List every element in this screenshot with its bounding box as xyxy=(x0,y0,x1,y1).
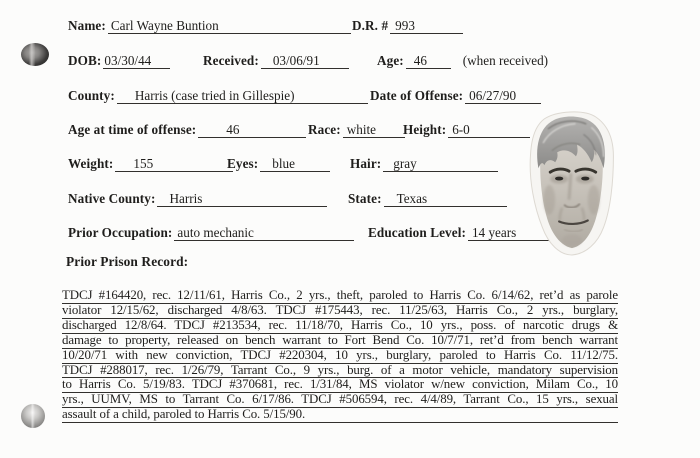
prior-occupation-value: auto mechanic xyxy=(174,224,354,241)
age-at-offense-value: 46 xyxy=(198,121,306,138)
prior-occupation-label: Prior Occupation: xyxy=(68,225,173,240)
dob-value: 03/30/44 xyxy=(103,52,170,69)
received-value: 03/06/91 xyxy=(261,52,349,69)
eyes-value: blue xyxy=(260,155,330,172)
prior-prison-record-heading: Prior Prison Record: xyxy=(66,254,189,269)
age-at-offense-label: Age at time of offense: xyxy=(68,122,197,137)
prior-prison-record-paragraph xyxy=(62,289,618,423)
race-value: white xyxy=(343,121,405,138)
hair-value: gray xyxy=(383,155,498,172)
county-label: County: xyxy=(68,88,115,103)
race-label: Race: xyxy=(308,122,341,137)
dr-number-label: D.R. # xyxy=(352,18,389,33)
field-native-county xyxy=(68,190,327,207)
field-prior-occupation xyxy=(68,224,354,241)
record-line: TDCJ #288017, rec. 1/26/79, Tarrant Co., 9 yrs., burg. of a motor vehicle, mandatory supervision xyxy=(62,363,618,377)
record-line: damage to property, released on bench warrant to Fort Bend Co. 10/7/71, ret’d from bench warrant xyxy=(62,333,618,347)
name-label: Name: xyxy=(68,18,106,33)
field-eyes xyxy=(227,155,330,172)
weight-label: Weight: xyxy=(68,156,114,171)
record-line: TDCJ #164420, rec. 12/11/61, Harris Co., 2 yrs., theft, paroled to Harris Co. 6/14/62, ret’d as parole xyxy=(62,289,618,302)
dr-number-value: 993 xyxy=(390,17,463,34)
record-line: discharged 12/8/64. TDCJ #213534, rec. 11/18/70, Harris Co., 10 yrs., poss. of narcotic drugs & xyxy=(62,318,618,332)
age-value: 46 xyxy=(406,52,451,69)
field-state xyxy=(348,190,507,207)
native-county-value: Harris xyxy=(157,190,327,207)
date-of-offense-label: Date of Offense: xyxy=(370,88,464,103)
field-received xyxy=(203,52,349,69)
record-line: yrs., UUMV, MS to Tarrant Co. 6/17/86. TDCJ #506594, rec. 4/4/89, Tarrant Co., 15 yrs., sexual xyxy=(62,393,618,407)
height-value: 6-0 xyxy=(448,121,530,138)
native-county-label: Native County: xyxy=(68,191,156,206)
field-dob xyxy=(68,52,170,69)
state-label: State: xyxy=(348,191,382,206)
hair-label: Hair: xyxy=(350,156,382,171)
state-value: Texas xyxy=(384,190,507,207)
inmate-face-photo xyxy=(514,109,626,257)
age-note: (when received) xyxy=(462,53,549,68)
hole-punch-bottom xyxy=(21,404,45,428)
field-race xyxy=(308,121,405,138)
age-label: Age: xyxy=(377,53,404,68)
education-level-label: Education Level: xyxy=(368,225,466,240)
hole-punch-top xyxy=(21,43,49,66)
field-county xyxy=(68,87,368,104)
date-of-offense-value: 06/27/90 xyxy=(465,87,541,104)
dob-label: DOB: xyxy=(68,53,102,68)
height-label: Height: xyxy=(403,122,447,137)
field-weight xyxy=(68,155,233,172)
field-date-of-offense xyxy=(370,87,541,104)
record-line: 10/20/71 with new conviction, TDCJ #220304, 10 yrs., burglary, paroled to Harris Co. 11/12/75. xyxy=(62,348,618,362)
record-line: to Harris Co. 5/19/83. TDCJ #370681, rec. 1/31/84, MS violator w/new conviction, Milam Co., 10 xyxy=(62,378,618,392)
county-value: Harris (case tried in Gillespie) xyxy=(117,87,368,104)
eyes-label: Eyes: xyxy=(227,156,259,171)
field-name xyxy=(68,17,351,34)
field-age-at-offense xyxy=(68,121,306,138)
record-line: violator 12/15/62, discharged 4/8/63. TDCJ #175443, rec. 11/25/63, Harris Co., 2 yrs., burglary, xyxy=(62,303,618,317)
education-level-value: 14 years xyxy=(468,224,552,241)
weight-value: 155 xyxy=(115,155,233,172)
field-age xyxy=(377,52,548,69)
field-dr-number xyxy=(352,17,463,34)
field-hair xyxy=(350,155,498,172)
record-line: assault of a child, paroled to Harris Co. 5/15/90. xyxy=(62,408,618,423)
received-label: Received: xyxy=(203,53,259,68)
field-height xyxy=(403,121,530,138)
name-value: Carl Wayne Buntion xyxy=(108,17,351,34)
